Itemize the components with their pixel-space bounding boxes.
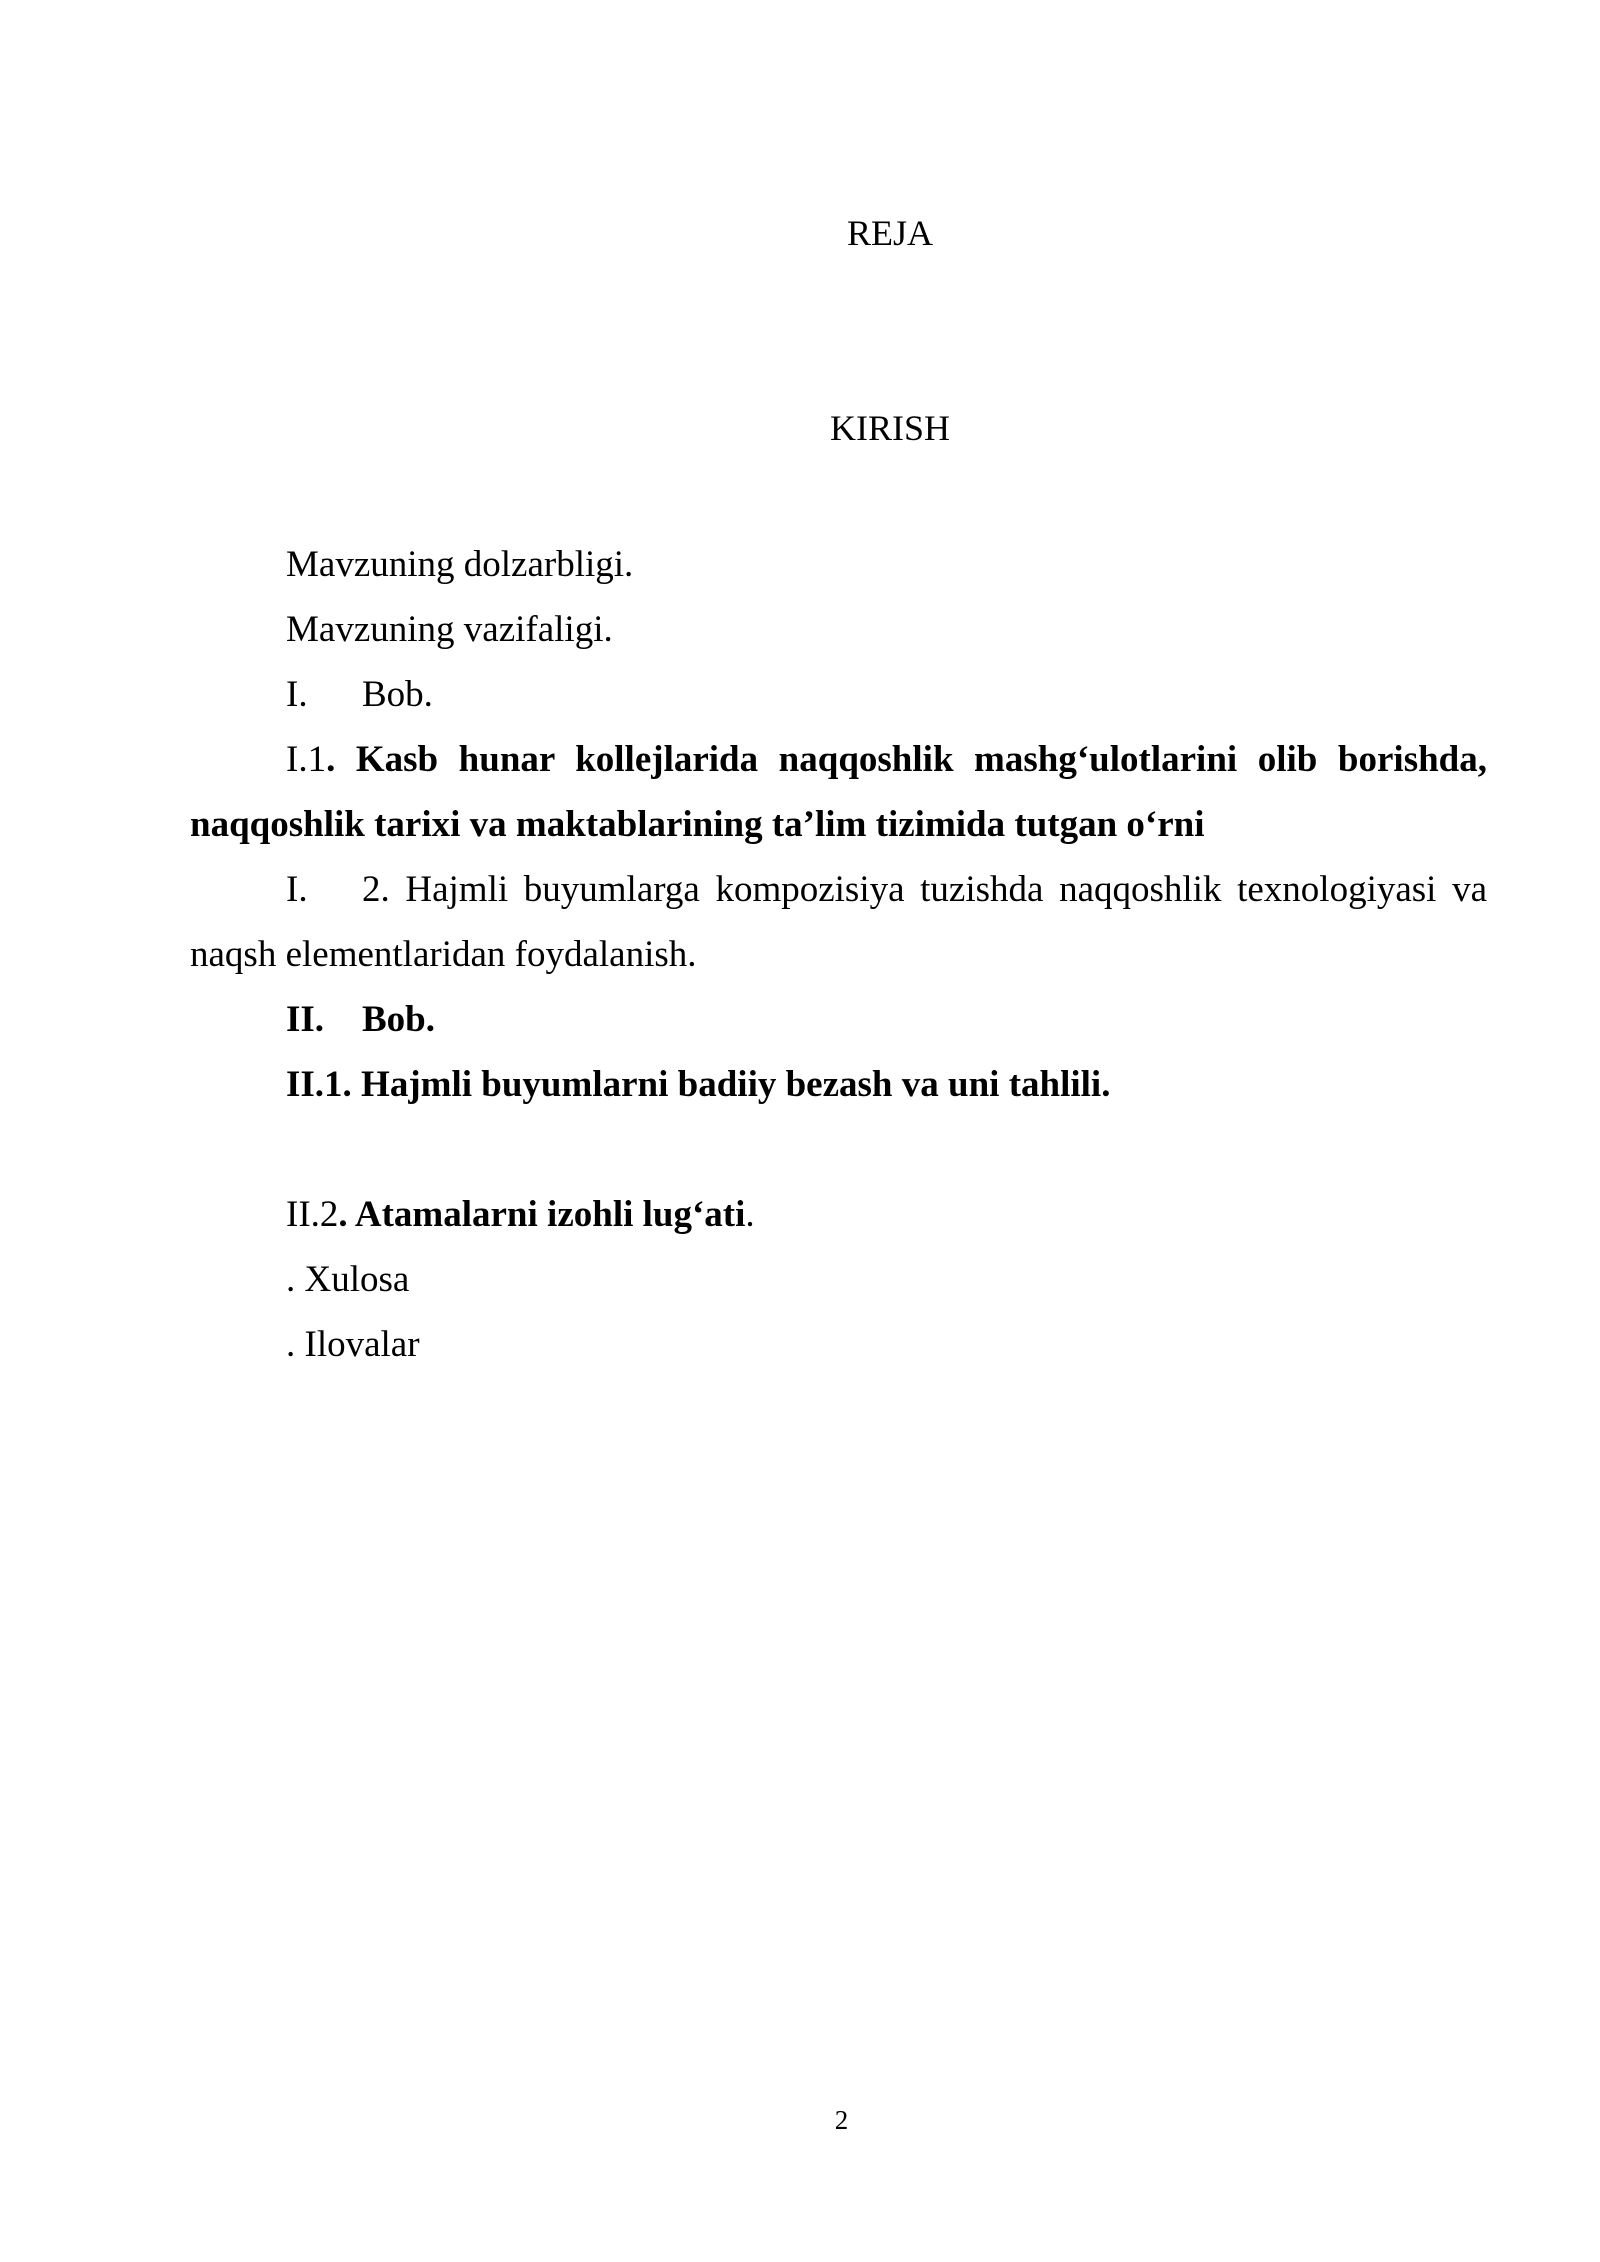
toc-item-vazifaligi: Mavzuning vazifaligi. <box>286 609 613 650</box>
toc-item-section-1-2 <box>190 857 1487 987</box>
toc-item-section-2-1: II.1. Hajmli buyumlarni badiiy bezash va uni tahlili. <box>286 1064 1111 1105</box>
bob-2-label: Bob. <box>362 999 436 1040</box>
toc-item-section-2-2 <box>286 1182 755 1247</box>
section-1-1-prefix: I.1 <box>286 739 327 780</box>
toc-item-bob-1 <box>286 662 433 727</box>
section-2-2-prefix: II.2 <box>286 1194 339 1235</box>
intro-heading: KIRISH <box>829 408 950 448</box>
bob-1-number: I. <box>286 674 308 715</box>
toc-item-dolzarbligi: Mavzuning dolzarbligi. <box>286 544 634 585</box>
section-1-1-title: . Kasb hunar kollejlarida naqqoshlik mashg‘ulotlarini olib borishda, naqqoshlik tarixi va maktablarining ta’lim tizimida tutgan o‘rni <box>190 739 1487 845</box>
toc-item-xulosa: . Xulosa <box>286 1259 410 1300</box>
section-2-2-title: . Atamalarni izohli lug‘ati <box>338 1194 746 1235</box>
section-2-2-suffix: . <box>745 1194 755 1235</box>
section-1-2-number: I. <box>286 869 308 910</box>
toc-item-ilovalar: . Ilovalar <box>286 1324 420 1365</box>
toc-item-section-1-1 <box>190 727 1487 857</box>
section-1-2-text: 2. Hajmli buyumlarga kompozisiya tuzishda naqqoshlik texnologiyasi va naqsh elementlaridan foydalanish. <box>190 869 1487 975</box>
page-number: 2 <box>834 2105 849 2135</box>
bob-1-label: Bob. <box>362 674 433 715</box>
toc-item-bob-2 <box>286 987 435 1052</box>
bob-2-number: II. <box>286 999 325 1040</box>
plan-title: REJA <box>846 213 933 253</box>
